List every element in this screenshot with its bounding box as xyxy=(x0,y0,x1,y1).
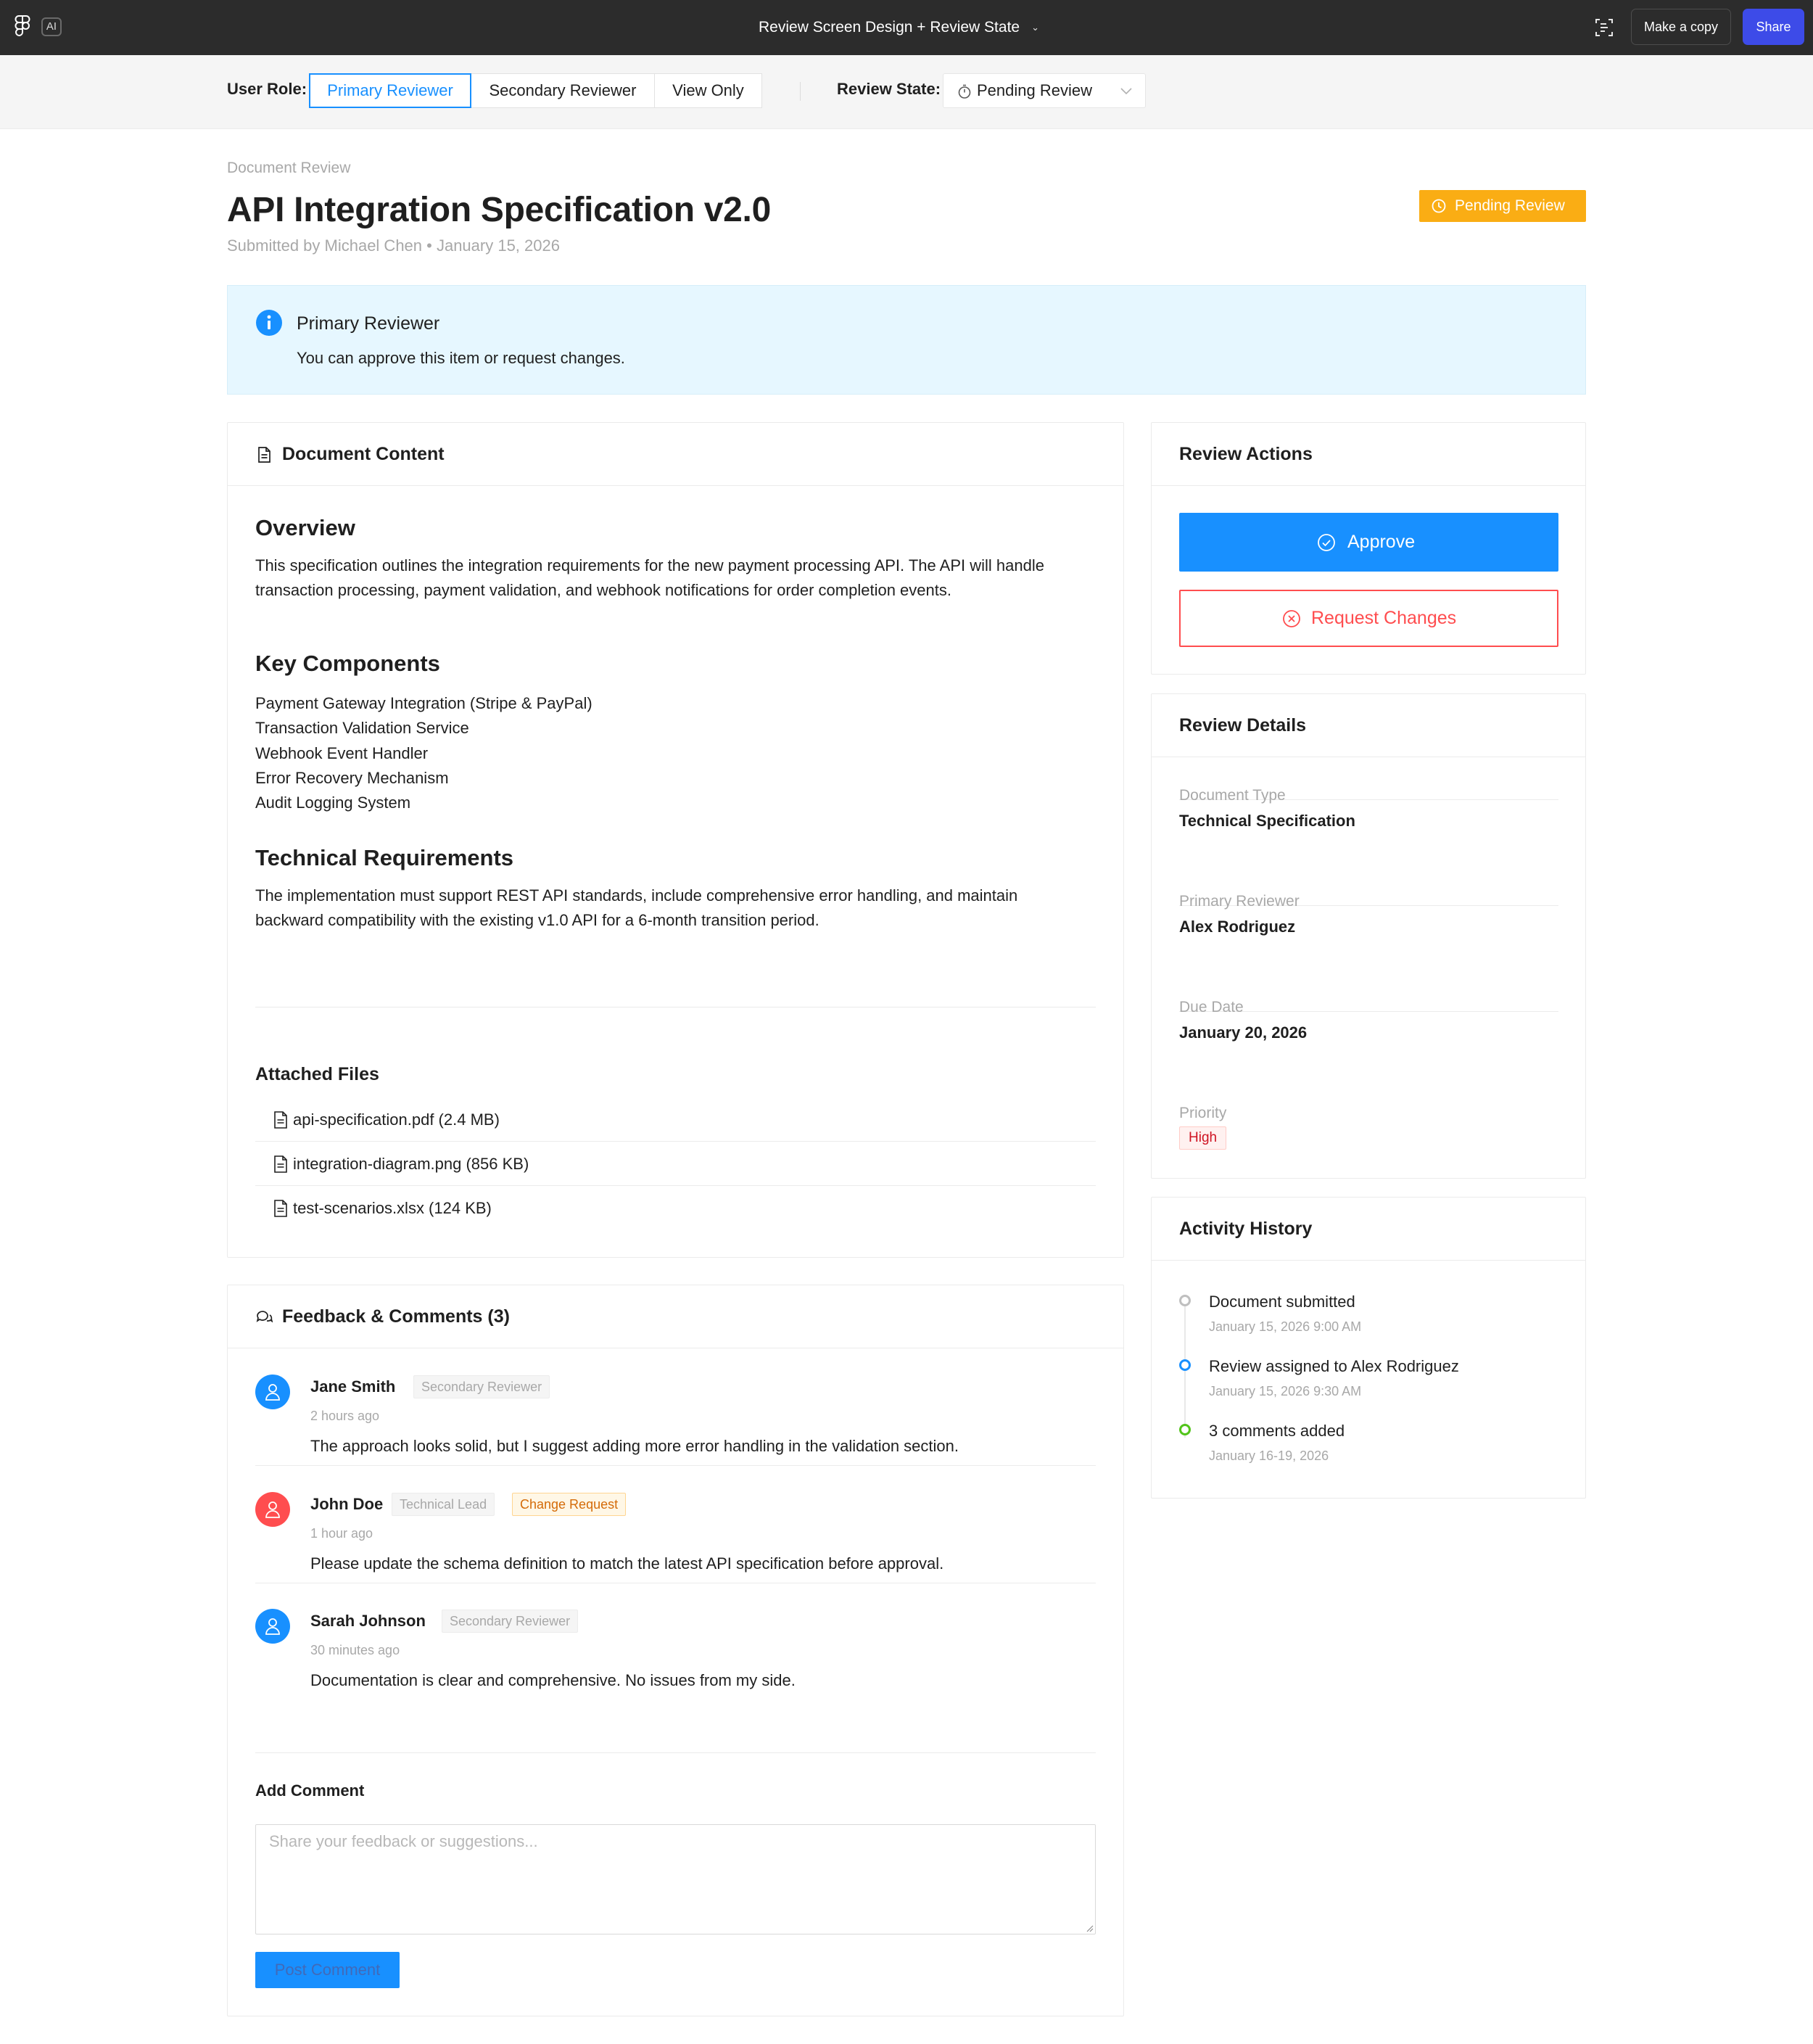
alert-title: Primary Reviewer xyxy=(297,313,440,334)
commenter-name: Sarah Johnson xyxy=(310,1612,426,1630)
check-circle-icon xyxy=(1317,533,1336,552)
user-icon xyxy=(264,1382,281,1401)
file-name: test-scenarios.xlsx (124 KB) xyxy=(293,1199,492,1217)
avatar xyxy=(255,1609,290,1644)
alert-description: You can approve this item or request changes. xyxy=(297,349,625,367)
priority-tag: High xyxy=(1179,1126,1226,1150)
tech-line: backward compatibility with the existing v1.0 API for a 6-month transition period. xyxy=(255,911,819,929)
chevron-down-icon xyxy=(1120,86,1133,96)
status-badge xyxy=(1419,190,1586,222)
comment-textarea[interactable] xyxy=(255,1824,1096,1934)
review-details-card xyxy=(1151,693,1586,1179)
detail-due-date xyxy=(1179,906,1558,1042)
activity-time: January 15, 2026 9:30 AM xyxy=(1209,1384,1362,1398)
card-header xyxy=(228,423,1123,486)
file-title[interactable] xyxy=(759,15,1039,41)
detail-value: January 20, 2026 xyxy=(1179,1023,1308,1042)
component-item: Webhook Event Handler xyxy=(255,744,429,762)
activity-text: 3 comments added xyxy=(1209,1422,1345,1440)
comment-text: The approach looks solid, but I suggest adding more error handling in the validation section. xyxy=(310,1437,959,1455)
divider xyxy=(255,1752,1096,1753)
review-state-select[interactable] xyxy=(943,73,1146,108)
close-circle-icon xyxy=(1282,609,1301,628)
activity-time: January 15, 2026 9:00 AM xyxy=(1209,1319,1362,1334)
detail-label: Due Date xyxy=(1179,999,1244,1015)
file-name: api-specification.pdf (2.4 MB) xyxy=(293,1110,500,1129)
commenter-name: Jane Smith xyxy=(310,1377,396,1396)
overview-heading: Overview xyxy=(255,515,355,540)
file-icon xyxy=(273,1155,288,1173)
activity-time: January 16-19, 2026 xyxy=(1209,1448,1329,1463)
role-tag: Technical Lead xyxy=(392,1493,495,1516)
detail-document-type xyxy=(1179,694,1558,830)
request-changes-label: Request Changes xyxy=(1311,608,1457,628)
technical-requirements-paragraph xyxy=(255,883,1089,933)
tech-line: The implementation must support REST API standards, include comprehensive error handling, and maintain xyxy=(255,886,1018,904)
detail-primary-reviewer xyxy=(1179,800,1558,936)
comment-time: 2 hours ago xyxy=(310,1409,380,1423)
present-icon[interactable] xyxy=(1593,16,1616,39)
role-tag: Secondary Reviewer xyxy=(442,1610,578,1633)
review-state-value: Pending Review xyxy=(977,81,1092,99)
file-item[interactable] xyxy=(255,1186,1096,1230)
card-header xyxy=(228,1285,1123,1348)
component-item: Payment Gateway Integration (Stripe & PayPal) xyxy=(255,694,592,712)
review-state-label: Review State: xyxy=(837,80,941,98)
card-header xyxy=(1152,423,1585,486)
comment-text: Documentation is clear and comprehensive. No issues from my side. xyxy=(310,1671,796,1689)
file-title-text: Review Screen Design + Review State xyxy=(759,19,1020,36)
resize-handle-icon[interactable] xyxy=(1085,1924,1094,1932)
file-icon xyxy=(273,1111,288,1129)
comments-icon xyxy=(255,1309,273,1326)
detail-label: Primary Reviewer xyxy=(1179,893,1300,910)
role-tag: Secondary Reviewer xyxy=(413,1375,550,1398)
detail-value: Alex Rodriguez xyxy=(1179,918,1296,936)
share-button[interactable]: Share xyxy=(1743,9,1804,45)
activity-text: Document submitted xyxy=(1209,1293,1355,1311)
avatar xyxy=(255,1492,290,1527)
comment-item xyxy=(255,1583,1096,1700)
file-name: integration-diagram.png (856 KB) xyxy=(293,1155,529,1173)
divider xyxy=(800,82,801,101)
card-title: Document Content xyxy=(282,444,445,464)
card-title: Review Actions xyxy=(1179,444,1313,464)
control-bar xyxy=(0,55,1813,129)
timeline-dot xyxy=(1179,1359,1191,1371)
post-comment-button[interactable]: Post Comment xyxy=(255,1952,400,1988)
key-components-heading: Key Components xyxy=(255,651,440,676)
component-item: Audit Logging System xyxy=(255,794,411,812)
page-title: API Integration Specification v2.0 xyxy=(227,191,771,229)
file-icon xyxy=(273,1200,288,1217)
priority-label: Priority xyxy=(1179,1105,1227,1121)
chevron-down-icon: ⌄ xyxy=(1031,22,1039,33)
activity-text: Review assigned to Alex Rodriguez xyxy=(1209,1357,1459,1375)
breadcrumb[interactable]: Document Review xyxy=(227,160,351,176)
info-icon xyxy=(255,309,283,337)
add-comment-title: Add Comment xyxy=(255,1781,365,1800)
figma-logo-icon[interactable] xyxy=(13,15,32,39)
comment-time: 1 hour ago xyxy=(310,1526,373,1541)
user-role-label: User Role: xyxy=(227,80,307,98)
overview-line: This specification outlines the integration requirements for the new payment processing API. The API will handle xyxy=(255,556,1044,574)
role-info-alert xyxy=(227,285,1586,395)
file-item[interactable] xyxy=(255,1142,1096,1186)
role-primary-reviewer[interactable]: Primary Reviewer xyxy=(309,73,471,108)
ai-badge[interactable]: AI xyxy=(41,17,62,36)
card-title: Review Details xyxy=(1179,715,1307,735)
component-item: Transaction Validation Service xyxy=(255,719,469,737)
role-view-only[interactable]: View Only xyxy=(654,73,762,108)
component-item: Error Recovery Mechanism xyxy=(255,769,449,787)
avatar xyxy=(255,1375,290,1409)
detail-value: Technical Specification xyxy=(1179,812,1355,830)
overview-line: transaction processing, payment validation, and webhook notifications for order completion events. xyxy=(255,581,951,599)
clock-icon xyxy=(1431,198,1447,214)
timeline-dot xyxy=(1179,1295,1191,1306)
approve-button[interactable] xyxy=(1179,513,1558,572)
comment-time: 30 minutes ago xyxy=(310,1643,400,1657)
approve-label: Approve xyxy=(1347,532,1416,552)
make-copy-button[interactable]: Make a copy xyxy=(1631,9,1731,45)
technical-requirements-heading: Technical Requirements xyxy=(255,845,514,870)
comment-item xyxy=(255,1348,1096,1466)
feedback-comments-card xyxy=(227,1285,1124,2016)
activity-history-card xyxy=(1151,1197,1586,1499)
commenter-name: John Doe xyxy=(310,1495,384,1513)
timeline-dot xyxy=(1179,1424,1191,1435)
card-title: Feedback & Comments (3) xyxy=(282,1306,510,1327)
comment-text: Please update the schema definition to match the latest API specification before approval. xyxy=(310,1554,944,1573)
card-title: Activity History xyxy=(1179,1219,1313,1239)
request-changes-button[interactable] xyxy=(1179,590,1558,647)
document-icon xyxy=(255,446,273,463)
attached-files-heading: Attached Files xyxy=(255,1064,379,1084)
file-item[interactable] xyxy=(255,1097,1096,1142)
user-icon xyxy=(264,1617,281,1636)
document-content-card xyxy=(227,422,1124,1258)
detail-label: Document Type xyxy=(1179,787,1286,804)
comment-item xyxy=(255,1466,1096,1583)
card-header xyxy=(1152,1198,1585,1261)
submission-meta: Submitted by Michael Chen • January 15, 2026 xyxy=(227,236,560,255)
stopwatch-icon xyxy=(957,83,972,99)
change-request-tag: Change Request xyxy=(512,1493,626,1516)
overview-paragraph xyxy=(255,553,1089,603)
status-badge-label: Pending Review xyxy=(1455,197,1565,214)
timeline-line xyxy=(1184,1306,1186,1438)
user-icon xyxy=(264,1500,281,1519)
role-secondary-reviewer[interactable]: Secondary Reviewer xyxy=(471,73,655,108)
app-toolbar xyxy=(0,0,1813,55)
review-actions-card xyxy=(1151,422,1586,675)
